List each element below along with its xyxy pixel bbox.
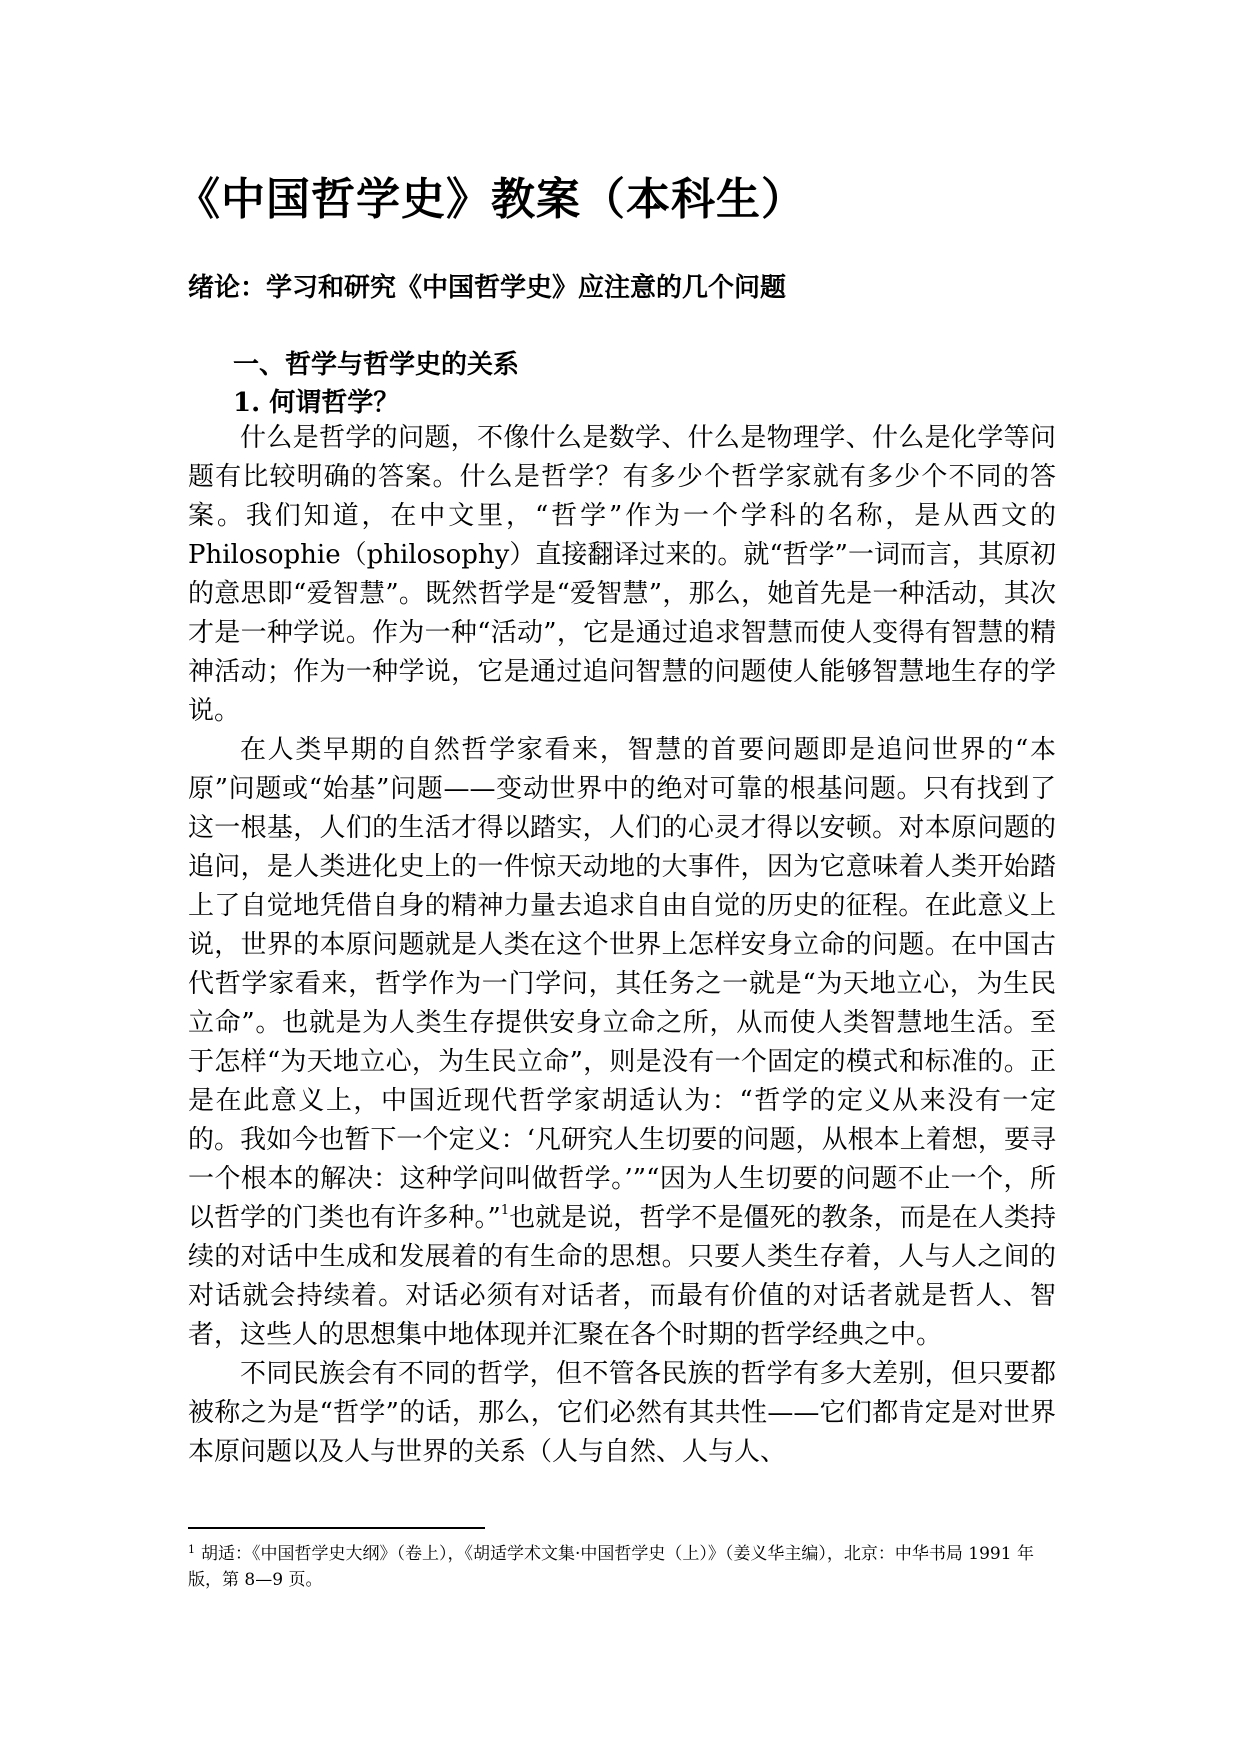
footnote-marker: 1 — [188, 1543, 195, 1556]
paragraph-2-continuation: 也就是说，哲学不是僵死的教条，而是在人类持续的对话中生成和发展着的有生命的思想。只要人类生存着，人与人之间的对话就会持续着。对话必须有对话者，而最有价值的对话者就是哲人、智者，这些人的思想集中地体现并汇聚在各个时期的哲学经典之中。 — [188, 1203, 1056, 1350]
intro-heading: 绪论：学习和研究《中国哲学史》应注意的几个问题 — [188, 273, 787, 303]
footnote-text: 胡适：《中国哲学史大纲》（卷上），《胡适学术文集·中国哲学史（上）》（姜义华主编），北京：中华书局 1991 年版，第 8—9 页。 — [188, 1544, 1034, 1590]
paragraph-2-text: 在人类早期的自然哲学家看来，智慧的首要问题即是追问世界的“本原”问题或“始基”问题——变动世界中的绝对可靠的根基问题。只有找到了这一根基，人们的生活才得以踏实，人们的心灵才得以安顿。对本原问题的追问，是人类进化史上的一件惊天动地的大事件，因为它意味着人类开始踏上了自觉地凭借自身的精神力量去追求自由自觉的历史的征程。在此意义上说，世界的本原问题就是人类在这个世界上怎样安身立命的问题。在中国古代哲学家看来，哲学作为一门学问，其任务之一就是“为天地立心，为生民立命”。也就是为人类生存提供安身立命之所，从而使人类智慧地生活。至于怎样“为天地立心，为生民立命”，则是没有一个固定的模式和标准的。正是在此意义上，中国近现代哲学家胡适认为：“哲学的定义从来没有一定的。我如今也暂下一个定义：‘凡研究人生切要的问题，从根本上着想，要寻一个根本的解决：这种学问叫做哲学。’”“因为人生切要的问题不止一个，所以哲学的门类也有许多种。” — [188, 735, 1056, 1233]
page-title: 《中国哲学史》教案（本科生） — [176, 174, 806, 225]
paragraph-1: 什么是哲学的问题，不像什么是数学、什么是物理学、什么是化学等问题有比较明确的答案。什么是哲学？有多少个哲学家就有多少个不同的答案。我们知道，在中文里，“哲学”作为一个学科的名称，是从西文的 Philosophie（philosophy）直接翻译过来的。就“哲学”一词而言，其原初的意思即“爱智慧”。既然哲学是“爱智慧”，那么，她首先是一种活动，其次才是一种学说。作为一种“活动”，它是通过追求智慧而使人变得有智慧的精神活动；作为一种学说，它是通过追问智慧的问题使人能够智慧地生存的学说。 — [188, 423, 1056, 726]
body-text — [188, 419, 1056, 1472]
section-heading: 一、哲学与哲学史的关系 — [233, 350, 520, 380]
subsection-heading: 1. 何谓哲学？ — [233, 388, 400, 418]
footnote-separator — [188, 1527, 485, 1529]
paragraph-3: 不同民族会有不同的哲学，但不管各民族的哲学有多大差别，但只要都被称之为是“哲学”的话，那么，它们必然有其共性——它们都肯定是对世界本原问题以及人与世界的关系（人与自然、人与人、 — [188, 1359, 1056, 1467]
paragraph-2 — [188, 731, 1056, 1355]
footnote-reference: 1 — [500, 1203, 510, 1218]
footnote — [188, 1541, 1056, 1593]
